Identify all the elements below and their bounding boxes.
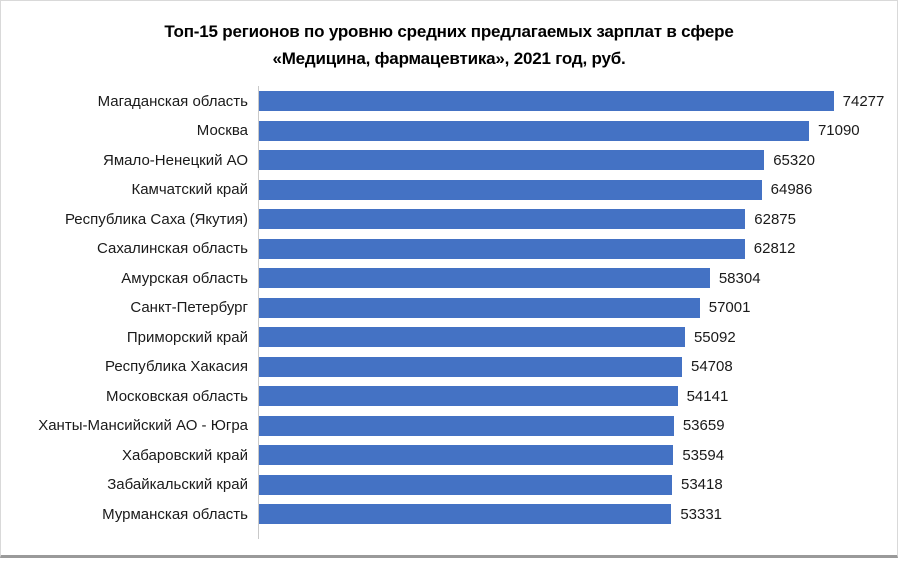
value-label: 62875 <box>754 210 796 228</box>
bar <box>258 298 700 318</box>
chart-row <box>1 499 897 529</box>
chart-row <box>1 86 897 116</box>
chart-row <box>1 293 897 323</box>
category-label: Камчатский край <box>131 181 248 199</box>
bar <box>258 386 678 406</box>
bar <box>258 239 745 259</box>
category-label: Санкт-Петербург <box>130 299 248 317</box>
chart-title-line-2: «Медицина, фармацевтика», 2021 год, руб. <box>272 49 626 69</box>
value-label: 74277 <box>842 92 885 110</box>
chart-row <box>1 204 897 234</box>
value-label: 53418 <box>680 476 723 494</box>
value-label: 65320 <box>773 151 815 169</box>
bar <box>258 416 674 436</box>
chart-row <box>1 175 897 205</box>
value-label: 53659 <box>682 417 725 435</box>
chart-row <box>1 411 897 441</box>
category-label: Москва <box>196 122 248 140</box>
chart-title <box>1 18 897 72</box>
chart-row <box>1 145 897 175</box>
plot-area <box>1 86 897 529</box>
bar <box>258 327 685 347</box>
category-label: Московская область <box>106 387 248 405</box>
value-label: 54708 <box>690 358 733 376</box>
chart-row <box>1 263 897 293</box>
value-label: 54141 <box>686 387 729 405</box>
value-label: 58304 <box>718 269 761 287</box>
category-label: Хабаровский край <box>121 446 248 464</box>
chart-title-line-1: Топ-15 регионов по уровню средних предлагаемых зарплат в сфере <box>164 22 734 41</box>
category-label: Амурская область <box>121 269 248 287</box>
value-label: 55092 <box>693 328 736 346</box>
bar <box>258 150 764 170</box>
bar <box>258 445 673 465</box>
bar <box>258 504 671 524</box>
value-label: 64986 <box>770 181 813 199</box>
chart-row <box>1 470 897 500</box>
category-label: Республика Хакасия <box>104 358 248 376</box>
bar <box>258 357 682 377</box>
chart-row <box>1 322 897 352</box>
category-label: Магаданская область <box>97 92 248 110</box>
value-label: 53594 <box>682 446 725 464</box>
bar <box>258 91 834 111</box>
bar <box>258 121 809 141</box>
bar <box>258 180 762 200</box>
value-label: 57001 <box>708 299 751 317</box>
chart-row <box>1 352 897 382</box>
bar <box>258 209 745 229</box>
category-label: Ханты-Мансийский АО - Югра <box>38 417 248 435</box>
chart-row <box>1 440 897 470</box>
chart-row <box>1 234 897 264</box>
value-label: 71090 <box>817 122 860 140</box>
category-label: Забайкальский край <box>107 476 248 494</box>
chart-row <box>1 116 897 146</box>
category-label: Приморский край <box>126 328 248 346</box>
category-axis-line <box>258 86 259 539</box>
category-label: Ямало-Ненецкий АО <box>103 151 248 169</box>
chart-row <box>1 381 897 411</box>
bar <box>258 475 672 495</box>
category-label: Мурманская область <box>102 505 248 523</box>
value-label: 53331 <box>680 505 723 523</box>
bar <box>258 268 710 288</box>
value-label: 62812 <box>753 240 796 258</box>
category-label: Сахалинская область <box>97 240 248 258</box>
category-label: Республика Саха (Якутия) <box>64 210 248 228</box>
